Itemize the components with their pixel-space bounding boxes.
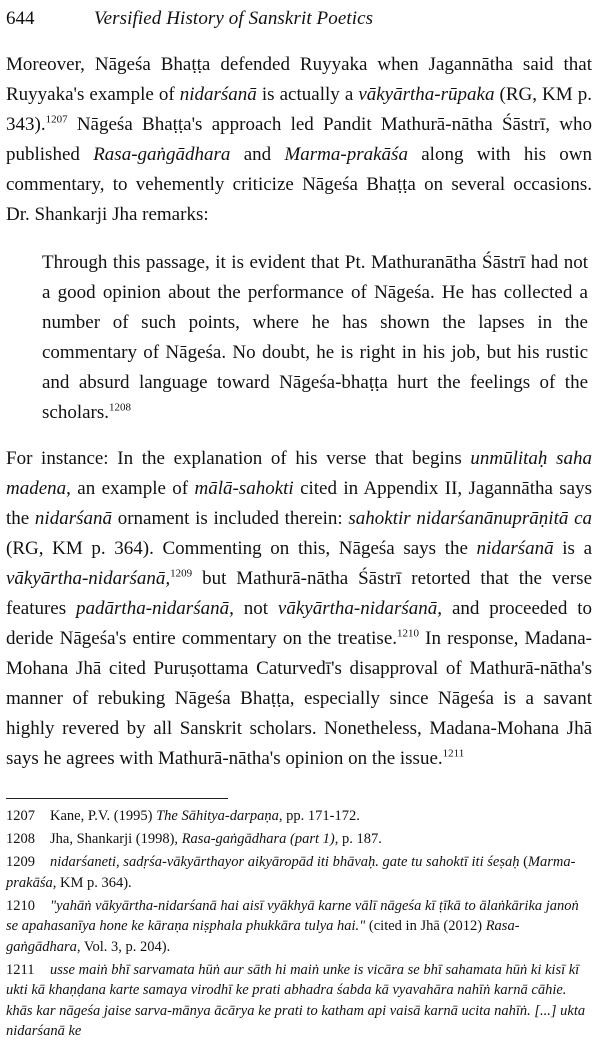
running-title: Versified History of Sanskrit Poetics (94, 8, 374, 29)
footnote-text: (cited in Jhā (2012) (365, 918, 486, 934)
italic-term: nidarśanā (476, 538, 554, 559)
footnote-number: 1209 (6, 854, 35, 870)
text-run: For instance: In the explanation of his verse that begins (6, 448, 471, 469)
footnote-text: , Vol. 3, p. 204). (76, 938, 171, 955)
footnote-text: , p. 187. (334, 831, 382, 847)
text-run: and proceeded to deride Nāgeśa's entire commentary on the treatise. (6, 598, 592, 649)
footnote-ref: 1209 (170, 567, 193, 580)
italic-term: sahoktir nidarśanānuprāṇitā ca (348, 508, 592, 529)
footnote-text: ( (519, 854, 528, 870)
footnote-title: The Sāhitya-darpaṇa (156, 808, 279, 824)
text-run: Nāgeśa Bhaṭṭa's approach led Pandit Mathurā-nātha Śāstrī, who published (6, 114, 592, 165)
footnote-1209 (6, 852, 592, 893)
footnote-ref: 1210 (397, 627, 420, 640)
text-run: (RG, KM p. 343). (6, 84, 592, 135)
paragraph-1 (6, 50, 592, 230)
text-run: cited in Appendix II, Jagannātha says the (6, 478, 592, 529)
footnote-1211 (6, 960, 592, 1042)
italic-term: padārtha-nidarśanā, (76, 598, 234, 619)
footnote-text: , KM p. 364). (52, 874, 132, 891)
text-run: and (230, 144, 285, 165)
footnote-ref: 1211 (442, 747, 465, 760)
quote-text: Through this passage, it is evident that Pt. Mathuranātha Śāstrī had not a good opinion about the performance of Nāgeśa. He has collected a number of such points, where he has shown the lapses in the commentary of Nāgeśa. No doubt, he is right in his job, but his rustic and absurd language toward Nāgeśa-bhaṭṭa hurt the feelings of the scholars. (42, 252, 588, 423)
text-run: Moreover, Nāgeśa Bhaṭṭa defended Ruyyaka when Jagannātha said that Ruyyaka's example of (6, 54, 592, 105)
italic-term: unmūlitaḥ saha madena (6, 448, 592, 499)
block-quote (42, 248, 588, 428)
text-run: ornament is included therein: (112, 508, 349, 529)
text-run: In response, Madana-Mohana Jhā cited Puruṣottama Caturvedī's disapproval of Mathurā-nātha's manner of rebuking Nāgeśa Bhaṭṭa, especially since Nāgeśa is a savant highly revered by all Sanskrit scholars. Nonetheless, Madana-Mohana Jhā says he agrees with Mathurā-nātha's opinion on the issue. (6, 628, 592, 769)
footnote-hindi: "yahāṅ vākyārtha-nidarśanā hai aisī vyākhyā karne vālī nāgeśa kī ṭīkā to ālaṅkārika janoṅ se apahasanīya hone ke kāraṇa niṣphala phukkāra tulya hai." (6, 897, 579, 934)
running-header (6, 4, 592, 34)
text-run: is actually a (256, 84, 359, 105)
footnote-title: Rasa-gaṅgādhara (6, 918, 520, 955)
footnote-1207 (6, 806, 592, 827)
footnote-separator (6, 798, 228, 799)
footnotes (6, 806, 592, 1044)
footnote-sanskrit: nidarśaneti, sadṛśa-vākyārthayor aikyāropād iti bhāvaḥ. gate tu sahoktī iti śeṣaḥ (50, 854, 520, 870)
paragraph-2 (6, 444, 592, 774)
italic-term: Rasa-gaṅgādhara (93, 144, 231, 165)
footnote-1210 (6, 896, 592, 958)
italic-term: vākyārtha-rūpaka (358, 84, 495, 105)
text-run: along with his own commentary, to vehemently criticize Nāgeśa Bhaṭṭa on several occasions. Dr. Shankarji Jha remarks: (6, 144, 593, 225)
footnote-title: Rasa-gaṅgādhara (part 1) (181, 831, 335, 847)
italic-term: nidarśanā (34, 508, 112, 529)
footnote-ref: 1207 (45, 113, 68, 126)
footnote-1208 (6, 829, 592, 850)
italic-term: Marma-prakāśa (284, 144, 408, 165)
italic-term: mālā-sahokti (194, 478, 294, 499)
footnote-hindi: usse maiṅ bhī sarvamata hūṅ aur sāth hi maiṅ unke is vicāra se bhī sahamata hūṅ ki kisī kī ukti kā khaṇḍana karte samaya virodhī ke prati abhadra śabda kā vyavahāra nahīṅ karnā cāhie. khās kar nāgeśa jaise sarva-mānya ācārya ke prati to katham api vaisā karnā ucita nahīṅ. [...] ukta nidarśanā ke (6, 961, 586, 1039)
italic-term: nidarśanā (179, 84, 257, 105)
footnote-number: 1210 (6, 897, 35, 914)
footnote-ref: 1208 (109, 401, 132, 414)
page-number: 644 (6, 8, 35, 29)
text-run: but Mathurā-nātha Śāstrī retorted that the verse features (6, 568, 592, 619)
text-run: (RG, KM p. 364). Commenting on this, Nāgeśa says the (6, 538, 477, 559)
footnote-title: Marma-prakāśa (6, 854, 576, 891)
text-run: , an example of (66, 478, 195, 499)
footnote-text: Kane, P.V. (1995) (50, 808, 157, 824)
italic-term: vākyārtha-nidarśanā, (277, 598, 443, 619)
footnote-number: 1207 (6, 808, 35, 824)
footnote-number: 1208 (6, 831, 35, 847)
text-run: not (233, 598, 278, 619)
footnote-text: Jha, Shankarji (1998), (50, 831, 182, 847)
italic-term: vākyārtha-nidarśanā, (6, 568, 171, 589)
text-run: is a (553, 538, 593, 559)
footnote-text: , pp. 171-172. (278, 808, 360, 824)
footnote-number: 1211 (6, 961, 35, 978)
